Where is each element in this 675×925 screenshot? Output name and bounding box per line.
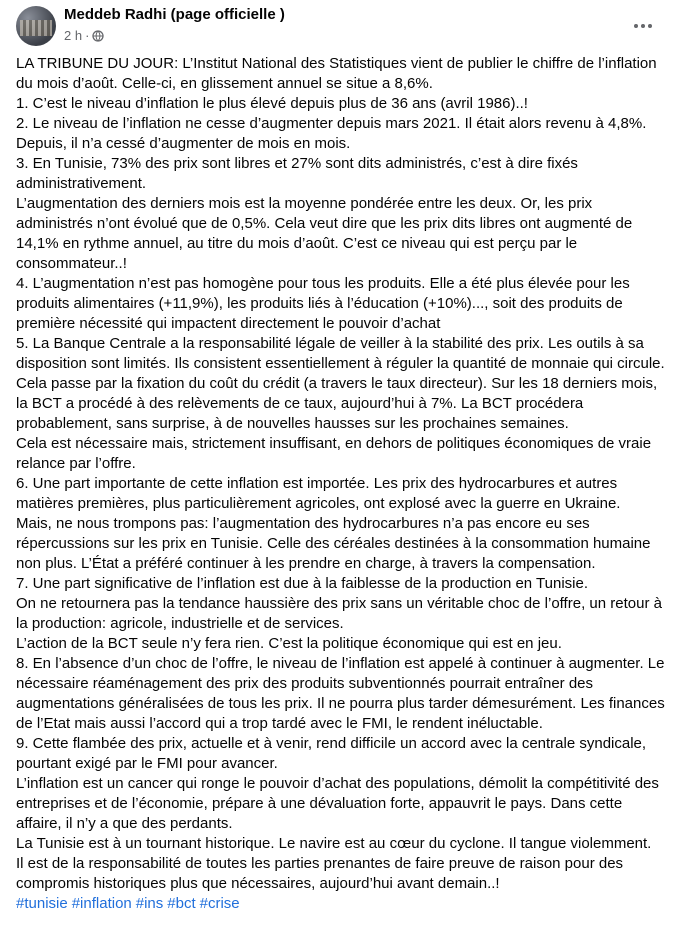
post-meta (64, 28, 104, 43)
author-name[interactable]: Meddeb Radhi (page officielle ) (64, 6, 285, 23)
paragraph: Mais, ne nous trompons pas: l’augmentation des hydrocarbures n’a pas encore eu ses répercussions sur les prix en Tunisie. Celle des céréales destinées à la consommation humaine non plus. L’État a préféré continuer à les prendre en charge, à travers la compensation. (16, 515, 651, 572)
paragraph: L’augmentation des derniers mois est la moyenne pondérée entre les deux. Or, les prix administrés n’ont évolué que de 0,5%. Cela veut dire que les prix dits libres ont augmenté de 14,1% en rythme annuel, au titre du mois d’août. C’est ce niveau qui est perçu par le consommateur..! (16, 195, 633, 272)
paragraph: 8. En l’absence d’un choc de l’offre, le niveau de l’inflation est appelé à continuer à augmenter. Le nécessaire réaménagement des prix des produits subventionnés pourrait entraîner des augmentations généralisées de tous les prix. Il ne pourra plus tarder démesurément. Les finances de l’Etat mais aussi l’accord qui a trop tardé avec le FMI, le rendent inéluctable. (16, 655, 665, 732)
paragraph: 3. En Tunisie, 73% des prix sont libres et 27% sont dits administrés, c’est à dire fixés administrativement. (16, 155, 578, 192)
paragraph: 2. Le niveau de l’inflation ne cesse d’augmenter depuis mars 2021. Il était alors revenu à 4,8%. Depuis, il n’a cessé d’augmenter de mois en mois. (16, 115, 647, 152)
paragraph: L’inflation est un cancer qui ronge le pouvoir d’achat des populations, démolit la compétitivité des entreprises et de l’économie, prépare à une dévaluation forte, appauvrit le pays. Dans cette affaire, il n’y a que des perdants. (16, 775, 659, 832)
hashtag-list (16, 894, 666, 914)
author-avatar[interactable] (16, 6, 56, 46)
paragraph: La Tunisie est à un tournant historique. Le navire est au cœur du cyclone. Il tangue violemment. (16, 835, 652, 852)
paragraph: 9. Cette flambée des prix, actuelle et à venir, rend difficile un accord avec la centrale syndicale, pourtant exigé par le FMI pour avancer. (16, 735, 647, 772)
globe-icon[interactable] (92, 30, 104, 42)
hashtag-link[interactable]: #tunisie (16, 895, 68, 912)
paragraph: Il est de la responsabilité de toutes les parties prenantes de faire preuve de raison pour des compromis historiques plus que nécessaires, aujourd’hui avant demain..! (16, 855, 624, 892)
more-options-icon (634, 24, 652, 28)
post-time[interactable]: 2 h (64, 28, 83, 43)
post-header (16, 4, 659, 48)
meta-separator: · (85, 28, 90, 43)
paragraph: 6. Une part importante de cette inflation est importée. Les prix des hydrocarbures et autres matières premières, plus particulièrement agricoles, ont explosé avec la guerre en Ukraine. (16, 475, 621, 512)
more-options-button[interactable] (627, 10, 659, 42)
hashtag-link[interactable]: #crise (199, 895, 240, 912)
paragraph: On ne retournera pas la tendance haussière des prix sans un véritable choc de l’offre, un retour à la production: agricole, industrielle et de services. (16, 595, 662, 632)
hashtag-link[interactable]: #inflation (71, 895, 132, 912)
paragraph: Cela est nécessaire mais, strictement insuffisant, en dehors de politiques économiques de vraie relance par l’offre. (16, 435, 652, 472)
paragraph: LA TRIBUNE DU JOUR: L’Institut National des Statistiques vient de publier le chiffre de l’inflation du mois d’août. Celle-ci, en glissement annuel se situe a 8,6%. (16, 55, 657, 92)
paragraph: 7. Une part significative de l’inflation est due à la faiblesse de la production en Tunisie. (16, 575, 589, 592)
post-content (16, 54, 666, 914)
paragraph: 1. C’est le niveau d’inflation le plus élevé depuis plus de 36 ans (avril 1986)..! (16, 95, 528, 112)
paragraph: 5. La Banque Centrale a la responsabilité légale de veiller à la stabilité des prix. Les outils à sa disposition sont limités. Ils consistent essentiellement à réguler la quantité de monnaie qui circule. Cela passe par la fixation du coût du crédit (a travers le taux directeur). Sur les 18 derniers mois, la BCT a procédé à des relèvements de ce taux, aujourd’hui à 7%. La BCT procédera probablement, sans surprise, à de nouvelles hausses sur les prochaines semaines. (16, 335, 665, 432)
paragraph: 4. L’augmentation n’est pas homogène pour tous les produits. Elle a été plus élevée pour les produits alimentaires (+11,9%), les produits liés à l’éducation (+10%)..., soit des produits de première nécessité qui impactent directement le pouvoir d’achat (16, 275, 630, 332)
hashtag-link[interactable]: #bct (167, 895, 196, 912)
hashtag-link[interactable]: #ins (135, 895, 164, 912)
paragraph: L’action de la BCT seule n’y fera rien. C’est la politique économique qui est en jeu. (16, 635, 562, 652)
